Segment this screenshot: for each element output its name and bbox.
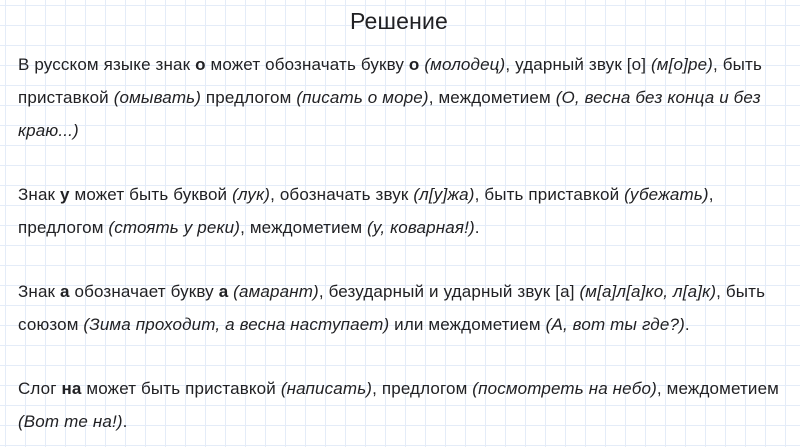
page-title: Решение bbox=[349, 8, 449, 34]
text-run-italic: (О, весна без конца и без краю...) bbox=[18, 88, 761, 140]
text-run-normal: , междометием bbox=[240, 218, 368, 237]
text-run-italic: (посмотреть на небо) bbox=[472, 379, 657, 398]
text-run-normal: Слог bbox=[18, 379, 62, 398]
text-run-italic: (омывать) bbox=[113, 88, 202, 107]
text-run-normal: , быть приставкой bbox=[18, 55, 762, 107]
text-run-italic: (убежать) bbox=[624, 185, 709, 204]
text-run-normal: , безударный и ударный звук [а] bbox=[318, 282, 580, 301]
text-run-normal: может обозначать букву bbox=[205, 55, 409, 74]
text-run-normal: В русском языке знак bbox=[18, 55, 196, 74]
text-run-normal: , быть союзом bbox=[18, 282, 766, 334]
solution-text bbox=[18, 48, 780, 438]
text-run-italic: (А, вот ты где?) bbox=[545, 315, 685, 334]
text-run-bold: а bbox=[218, 282, 229, 301]
text-run-italic: (м[а]л[а]ко, л[а]к) bbox=[579, 282, 717, 301]
text-run-bold: у bbox=[60, 185, 70, 204]
text-run-normal: , междометием bbox=[428, 88, 556, 107]
text-run-italic: (молодец) bbox=[424, 55, 506, 74]
text-run-normal: . bbox=[122, 412, 128, 431]
text-run-normal: . bbox=[474, 218, 480, 237]
text-run-italic: (писать о море) bbox=[296, 88, 429, 107]
text-run-bold: а bbox=[60, 282, 70, 301]
text-run-bold: на bbox=[61, 379, 82, 398]
paragraph bbox=[18, 48, 780, 147]
text-run-italic: (Вот те на!) bbox=[18, 412, 123, 431]
text-run-italic: (стоять у реки) bbox=[108, 218, 241, 237]
text-run-italic: (лук) bbox=[232, 185, 271, 204]
text-run-bold: о bbox=[408, 55, 420, 74]
text-run-italic: (написать) bbox=[280, 379, 373, 398]
text-run-normal: предлогом bbox=[201, 88, 297, 107]
text-run-normal: может быть буквой bbox=[69, 185, 233, 204]
text-run-normal: обозначает букву bbox=[69, 282, 219, 301]
text-run-normal: , междометием bbox=[656, 379, 780, 398]
paragraph bbox=[18, 372, 780, 438]
paragraph bbox=[18, 275, 780, 341]
text-run-normal: . bbox=[684, 315, 690, 334]
text-run-normal: Знак bbox=[18, 185, 61, 204]
text-run-italic: (у, коварная!) bbox=[367, 218, 475, 237]
text-run-italic: (Зима проходит, а весна наступает) bbox=[83, 315, 390, 334]
paragraph bbox=[18, 178, 780, 244]
text-run-normal: , предлогом bbox=[18, 185, 714, 237]
text-run-normal: или междометием bbox=[389, 315, 546, 334]
text-run-normal: может быть приставкой bbox=[81, 379, 281, 398]
text-run-italic: (м[о]ре) bbox=[651, 55, 713, 74]
text-run-normal: , предлогом bbox=[372, 379, 473, 398]
text-run-italic: (л[у]жа) bbox=[413, 185, 475, 204]
text-run-normal: , быть приставкой bbox=[474, 185, 625, 204]
text-run-normal: , обозначать звук bbox=[270, 185, 414, 204]
text-run-italic: (амарант) bbox=[233, 282, 319, 301]
text-run-bold: о bbox=[195, 55, 206, 74]
text-run-normal: Знак bbox=[18, 282, 61, 301]
text-run-normal: , ударный звук [о] bbox=[505, 55, 651, 74]
